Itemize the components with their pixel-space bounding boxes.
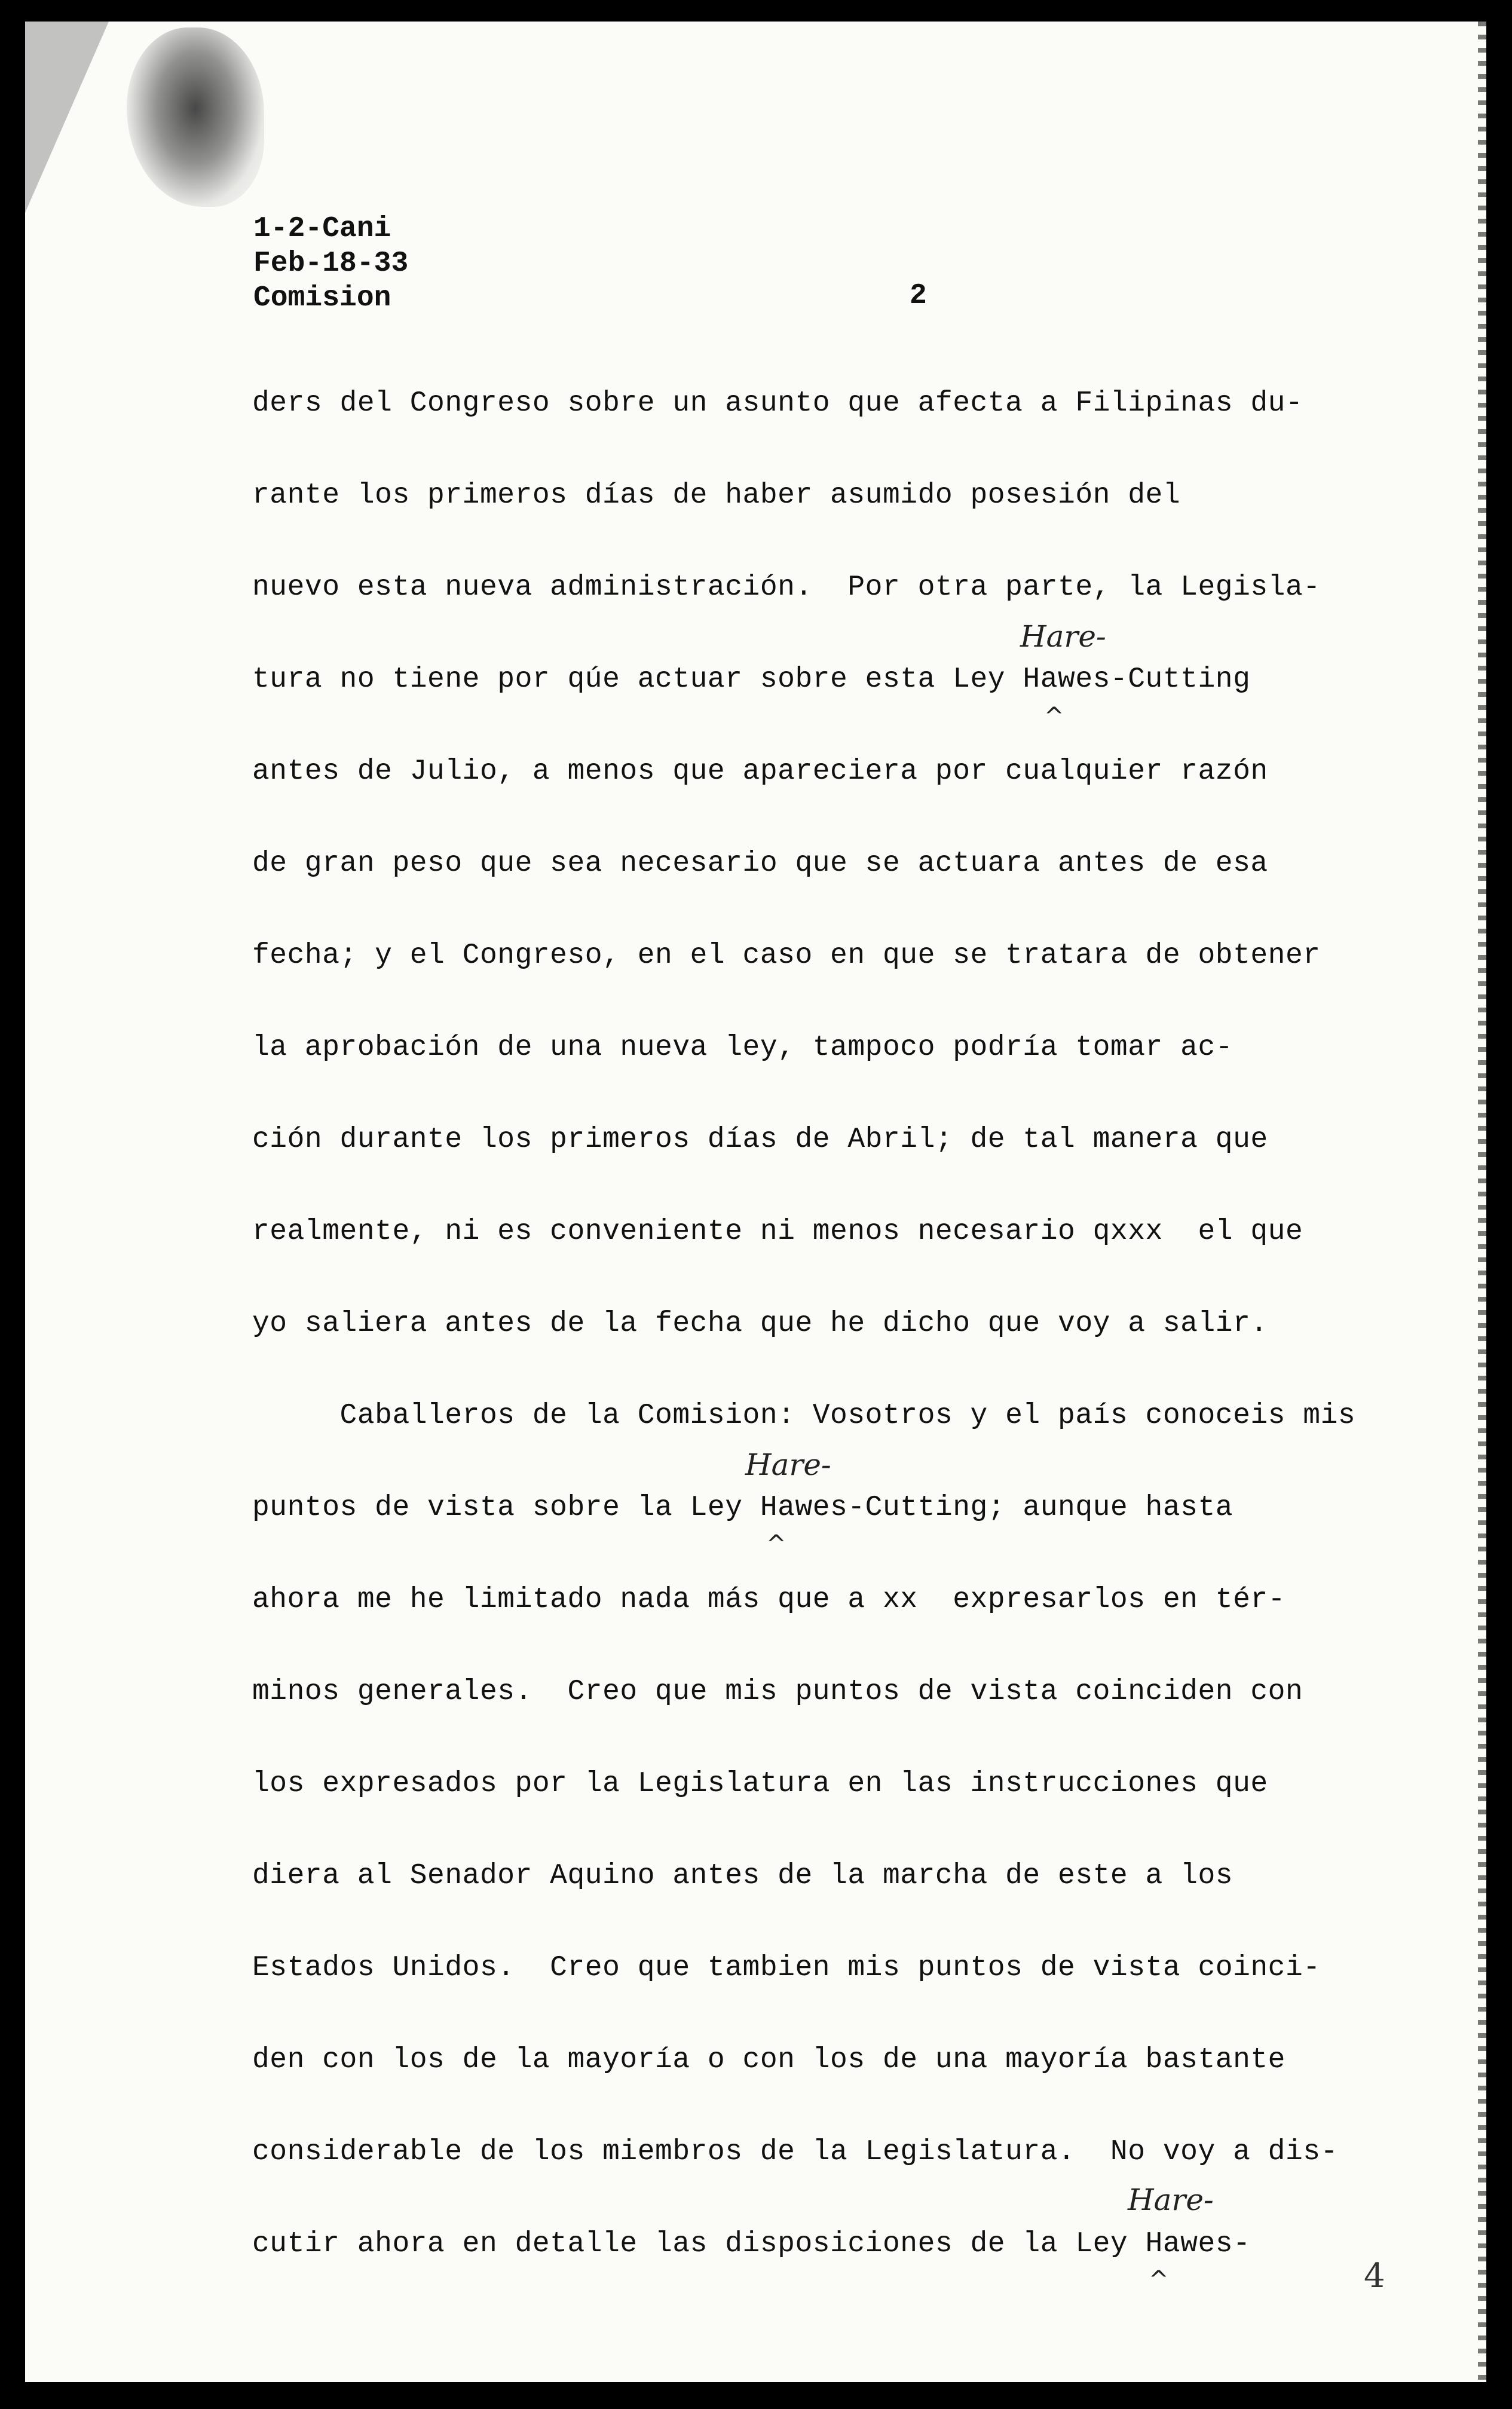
document-page <box>25 22 1486 2382</box>
insertion-caret: ^ <box>1044 703 1064 730</box>
body-line: cutir ahora en detalle las disposiciones de la Ley Hawes- <box>252 2228 1251 2260</box>
page-number: 2 <box>910 280 927 312</box>
body-line: Caballeros de la Comision: Vosotros y el país conoceis mis <box>252 1400 1356 1432</box>
body-line: de gran peso que sea necesario que se actuara antes de esa <box>252 847 1268 880</box>
document-header <box>253 212 408 316</box>
header-reference: 1-2-Cani <box>253 213 391 245</box>
insertion-caret: ^ <box>766 1531 786 1558</box>
body-line: considerable de los miembros de la Legislatura. No voy a dis- <box>252 2136 1338 2168</box>
body-line: ders del Congreso sobre un asunto que afecta a Filipinas du- <box>252 387 1303 420</box>
folded-corner <box>25 22 109 213</box>
body-line: diera al Senador Aquino antes de la marcha de este a los <box>252 1860 1234 1892</box>
handwritten-insert: Hare- <box>745 1447 831 1482</box>
body-line: yo saliera antes de la fecha que he dicho que voy a salir. <box>252 1308 1268 1340</box>
body-line: rante los primeros días de haber asumido posesión del <box>252 479 1181 512</box>
handwritten-insert: Hare- <box>1020 619 1106 654</box>
body-line: la aprobación de una nueva ley, tampoco podría tomar ac- <box>252 1031 1234 1064</box>
body-line: minos generales. Creo que mis puntos de vista coinciden con <box>252 1676 1303 1708</box>
body-line: den con los de la mayoría o con los de una mayoría bastante <box>252 2044 1285 2076</box>
body-line: ahora me he limitado nada más que a xx expresarlos en tér- <box>252 1584 1285 1616</box>
body-line: nuevo esta nueva administración. Por otra parte, la Legisla- <box>252 571 1321 604</box>
perforated-edge <box>1478 22 1486 2382</box>
body-line: fecha; y el Congreso, en el caso en que se tratara de obtener <box>252 939 1321 972</box>
header-subject: Comision <box>253 282 391 314</box>
header-date: Feb-18-33 <box>253 247 409 280</box>
ink-smudge <box>127 27 264 207</box>
body-line: antes de Julio, a menos que apareciera por cualquier razón <box>252 755 1268 788</box>
body-line: tura no tiene por qúe actuar sobre esta Ley Hawes-Cutting <box>252 663 1251 696</box>
body-line: ción durante los primeros días de Abril; de tal manera que <box>252 1124 1268 1156</box>
insertion-caret: ^ <box>1149 2266 1169 2294</box>
body-line: puntos de vista sobre la Ley Hawes-Cutting; aunque hasta <box>252 1492 1234 1524</box>
corner-mark: 4 <box>1364 2257 1385 2295</box>
body-line: Estados Unidos. Creo que tambien mis puntos de vista coinci- <box>252 1952 1321 1984</box>
body-line: realmente, ni es conveniente ni menos necesario qxxx el que <box>252 1216 1303 1248</box>
body-line: los expresados por la Legislatura en las instrucciones que <box>252 1768 1268 1800</box>
handwritten-insert: Hare- <box>1128 2183 1214 2217</box>
